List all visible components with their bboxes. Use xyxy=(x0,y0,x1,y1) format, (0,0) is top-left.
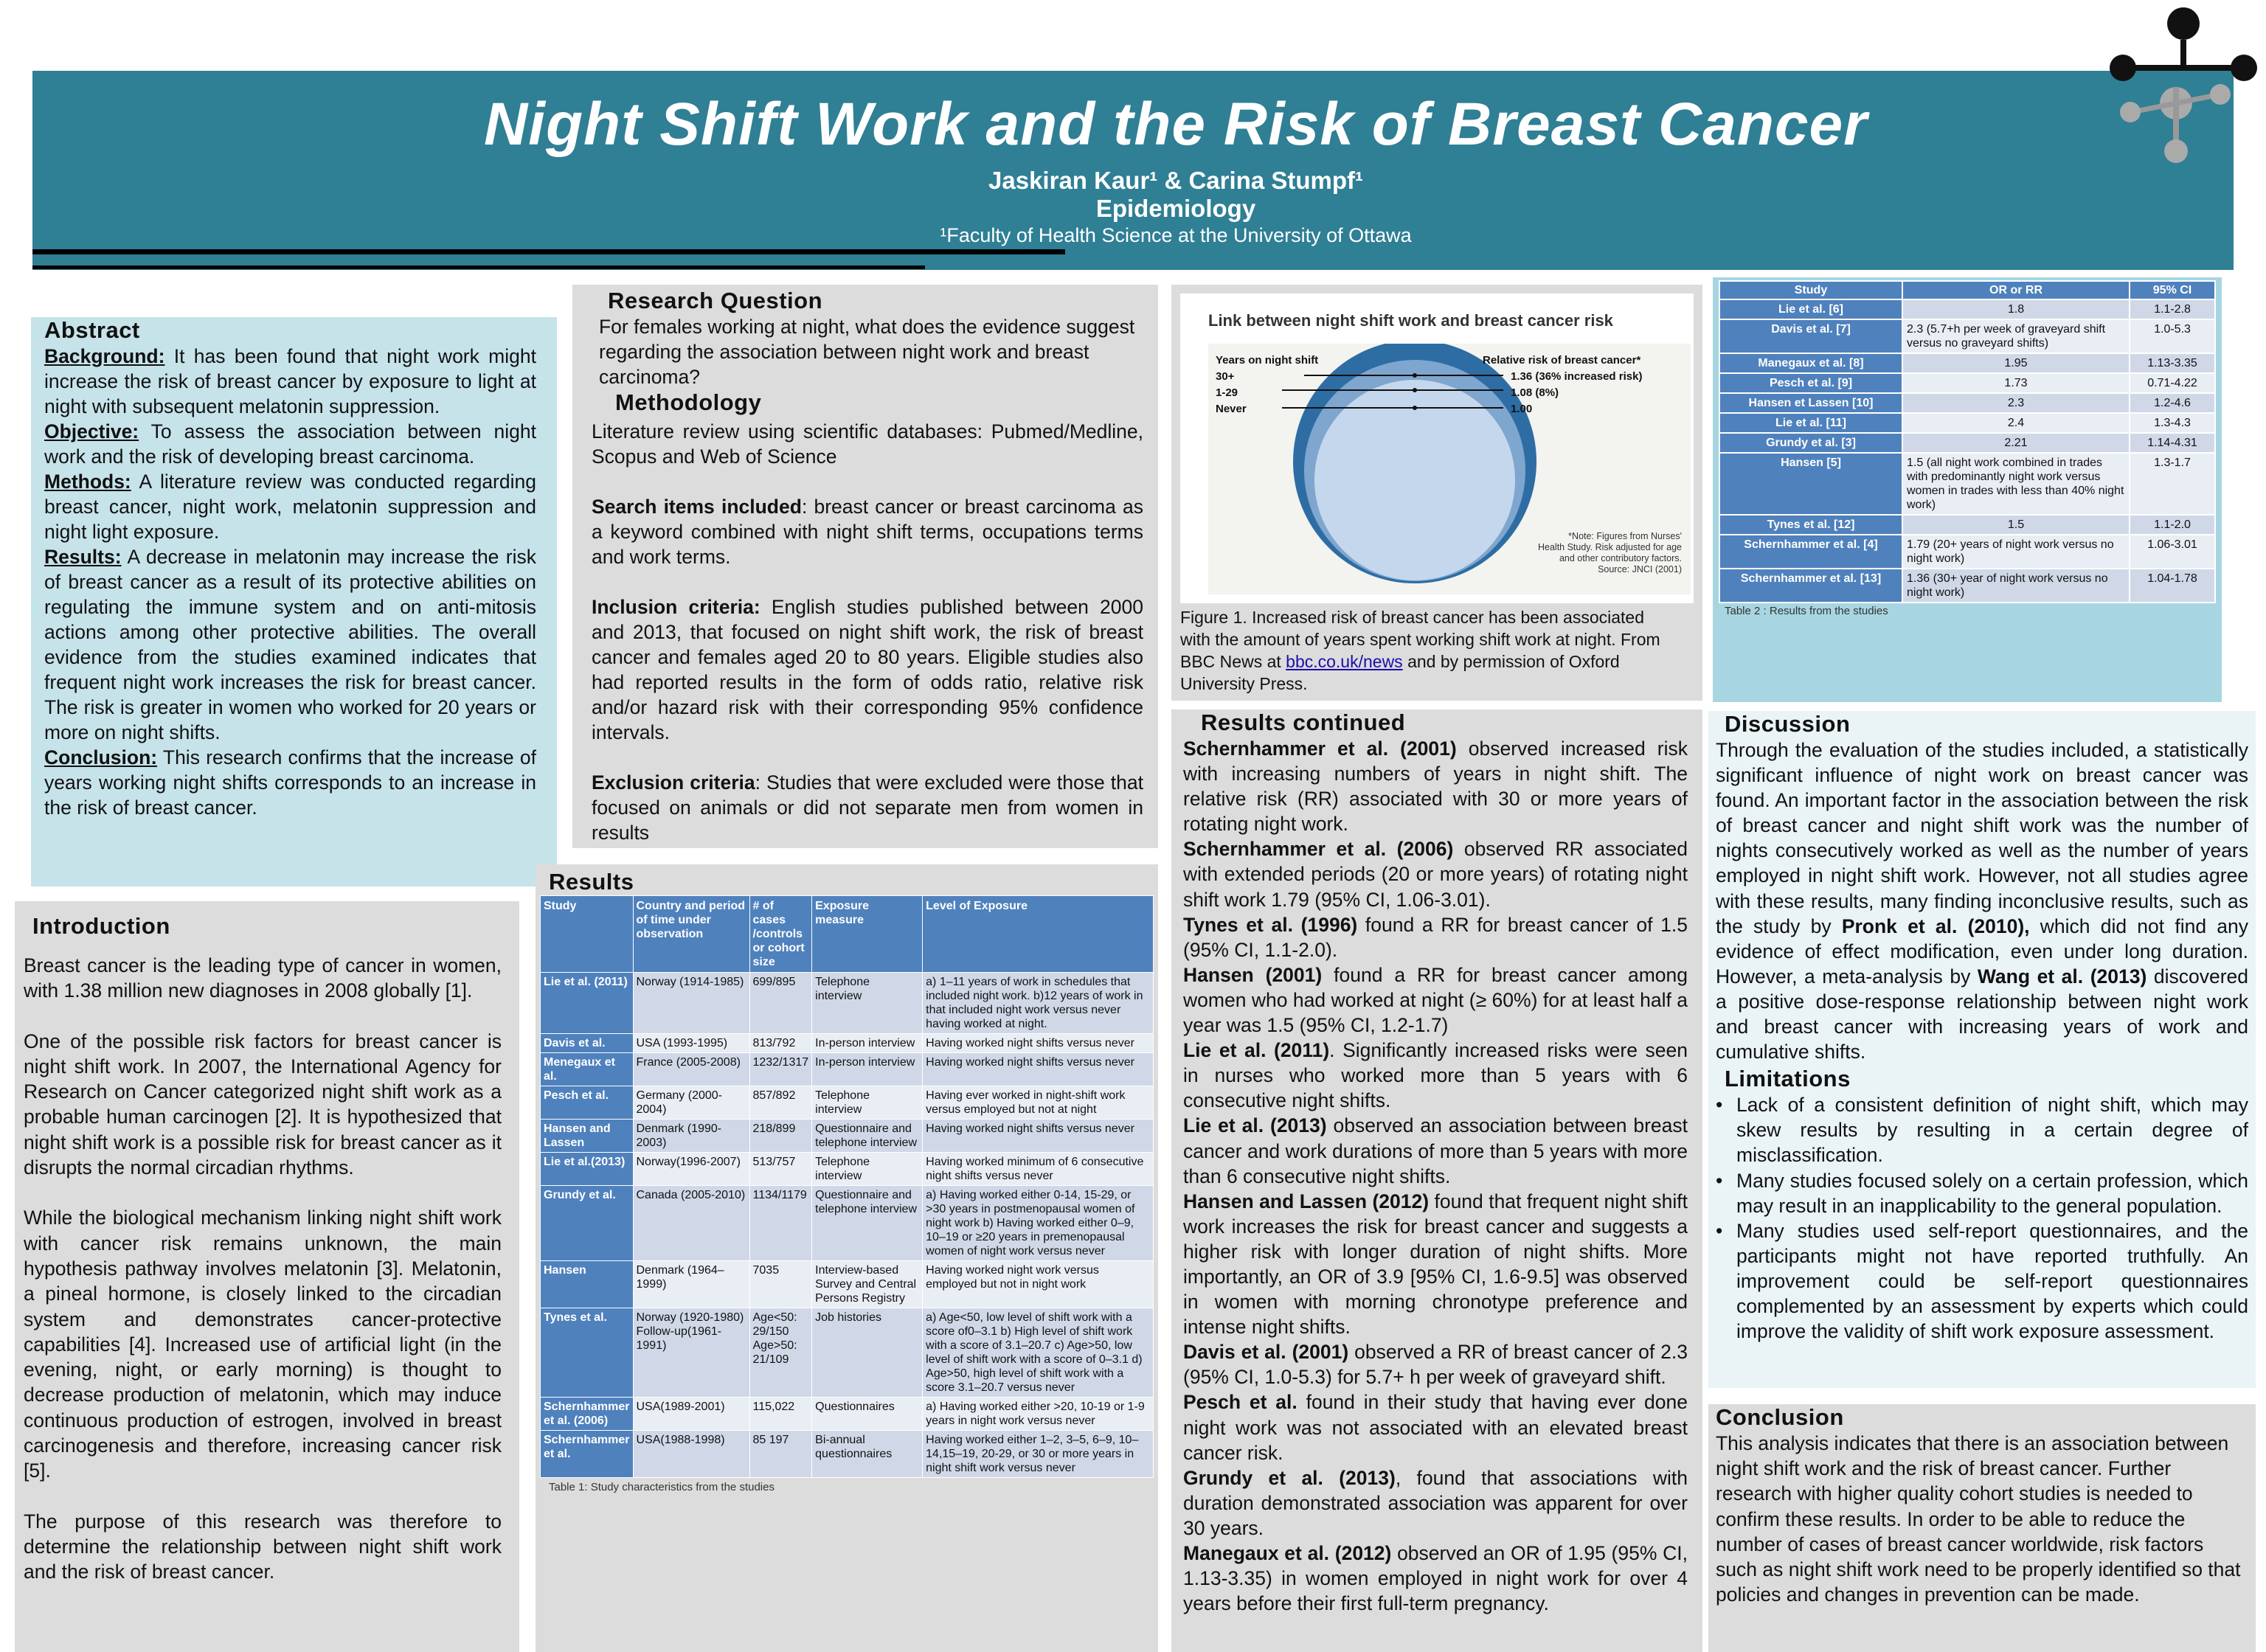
table-cell: France (2005-2008) xyxy=(633,1053,749,1086)
figure-risk-never: 1.00 xyxy=(1511,403,1533,415)
study-name-cell: Pesch et al. xyxy=(541,1086,634,1120)
study-name-cell: Hansen et Lassen [10] xyxy=(1719,393,1902,413)
abstract-background-text: It has been found that night work might increase the risk of breast cancer by exposure to light at night with subsequent melatonin suppression. xyxy=(44,345,536,417)
discussion-heading: Discussion xyxy=(1725,711,1851,737)
table-cell: Denmark (1990-2003) xyxy=(633,1120,749,1153)
table-row xyxy=(541,1398,1154,1431)
table-cell: 1.1-2.0 xyxy=(2130,515,2215,535)
study-citation: Davis et al. (2001) xyxy=(1183,1341,1349,1364)
study-name-cell: Schernhammer et al. xyxy=(541,1431,634,1478)
study-name-cell: Lie et al.(2013) xyxy=(541,1153,634,1186)
figure-panel xyxy=(1171,285,1702,701)
header-divider xyxy=(32,249,1065,254)
table-row xyxy=(541,1261,1154,1308)
results-column-header: Exposure measure xyxy=(812,896,923,973)
figure-risk-30: 1.36 (36% increased risk) xyxy=(1511,370,1643,383)
table-row xyxy=(1719,569,2215,603)
abstract-heading: Abstract xyxy=(44,317,140,343)
abstract-objective-label: Objective: xyxy=(44,420,139,442)
study-finding: found in their study that having ever done night work was not associated with an elevated breast cancer risk. xyxy=(1183,1391,1688,1464)
table-cell: 1.8 xyxy=(1902,299,2130,319)
methodology-exclusion-text: : Studies that were excluded were those that focused on animals or did not separate men from women in results xyxy=(592,771,1143,844)
study-citation: Schernhammer et al. (2006) xyxy=(1183,838,1454,861)
figure-caption xyxy=(1180,606,1667,695)
table-cell: 699/895 xyxy=(749,973,812,1034)
table-cell: 1.36 (30+ year of night work versus no night work) xyxy=(1902,569,2130,603)
study-citation: Pesch et al. xyxy=(1183,1391,1297,1414)
study-name-cell: Pesch et al. [9] xyxy=(1719,373,1902,393)
figure-caption-text: Figure 1. Increased risk of breast cancer has been associated with the amount of years spent working shift work at night. From BBC News at xyxy=(1180,608,1660,671)
research-question-heading: Research Question xyxy=(608,288,823,313)
figure-note-line-1: *Note: Figures from Nurses' xyxy=(1568,531,1682,541)
figure-risk-list xyxy=(1511,369,1642,417)
table-cell: Having worked night shifts versus never xyxy=(923,1053,1154,1086)
methodology-inclusion-text: English studies published between 2000 and 2013, that focused on night shift work, the risk of breast cancer and females aged 20 to 80 years. Eligible studies also had reported results in the form of odds ratio, relative risk and/or hazard risk with their corresponding 95% confidence intervals. xyxy=(592,596,1144,743)
methods-panel xyxy=(572,285,1158,848)
study-name-cell: Tynes et al. xyxy=(541,1308,634,1398)
table-cell: 1.1-2.8 xyxy=(2130,299,2215,319)
table-cell: 1134/1179 xyxy=(749,1186,812,1261)
table-row xyxy=(1719,535,2215,569)
table-cell: Telephone interview xyxy=(812,973,923,1034)
results-column-header: # of cases /controls or cohort size xyxy=(749,896,812,973)
table-cell: Bi-annual questionnaires xyxy=(812,1431,923,1478)
discussion-pronk: Pronk et al. (2010), xyxy=(1841,914,2030,937)
table-cell: 1.14-4.31 xyxy=(2130,433,2215,453)
table-cell: a) Having worked either 0-14, 15-29, or >30 years in postmenopausal women of night work b) Having worked either 0–9, 10–19 or ≥20 years in premenopausal women of night work versus never xyxy=(923,1186,1154,1261)
study-name-cell: Schernhammer et al. (2006) xyxy=(541,1398,634,1431)
study-finding: , found that associations with duration demonstrated association was apparent for over 30 years. xyxy=(1183,1466,1688,1539)
figure-years-30: 30+ xyxy=(1216,370,1235,383)
table-row xyxy=(1719,393,2215,413)
limitation-item: • Many studies used self-report questionnaires, and the participants might not have reported truthfully. An improvement could be self-report questionnaires complemented by an assessment by experts which could improve the validity of shift work exposure assessment. xyxy=(1716,1218,2248,1344)
study-citation: Schernhammer et al. (2001) xyxy=(1183,738,1457,760)
table-cell: 7035 xyxy=(749,1261,812,1308)
table-row xyxy=(541,1120,1154,1153)
abstract-conclusion-text: This research confirms that the increase of years working night shifts corresponds to an increase in the risk of breast cancer. xyxy=(44,746,536,819)
table-row xyxy=(541,973,1154,1034)
study-finding: observed an association between breast cancer and work durations of more than 5 years with more than 6 consecutive night shifts. xyxy=(1183,1114,1688,1187)
table-cell: 1.73 xyxy=(1902,373,2130,393)
table-cell: Age<50: 29/150 Age>50: 21/109 xyxy=(749,1308,812,1398)
summary-column-header: OR or RR xyxy=(1902,281,2130,299)
study-finding: observed RR associated with extended periods (20 or more years) of rotating night shift work 1.79 (95% CI, 1.06-3.01). xyxy=(1183,838,1688,911)
bbc-news-link[interactable]: bbc.co.uk/news xyxy=(1286,652,1403,671)
results-continued-item xyxy=(1183,1465,1688,1541)
results-continued-item xyxy=(1183,1113,1688,1188)
results-summary-table xyxy=(1719,280,2216,603)
table-cell: 513/757 xyxy=(749,1153,812,1186)
table-cell: 1232/1317 xyxy=(749,1053,812,1086)
study-finding: observed an OR of 1.95 (95% CI, 1.13-3.35) in women employed in night work for over 4 years before their first full-term pregnancy. xyxy=(1183,1542,1688,1615)
study-citation: Lie et al. (2011) xyxy=(1183,1039,1330,1062)
table-row xyxy=(1719,413,2215,433)
methodology-inclusion-label: Inclusion criteria: xyxy=(592,596,760,618)
summary-column-header: 95% CI xyxy=(2130,281,2215,299)
results-continued-item xyxy=(1183,1038,1688,1113)
conclusion-heading: Conclusion xyxy=(1716,1404,1844,1430)
methodology-search-text: : breast cancer or breast carcinoma as a keyword combined with night shift terms, occupations terms and work terms. xyxy=(592,496,1144,568)
table-cell: Job histories xyxy=(812,1308,923,1398)
figure-risk-1-29: 1.08 (8%) xyxy=(1511,386,1559,399)
methodology-databases: Literature review using scientific databases: Pubmed/Medline, Scopus and Web of Science xyxy=(592,420,1143,468)
abstract-background-label: Background: xyxy=(44,345,165,367)
results-column-header: Study xyxy=(541,896,634,973)
table-cell: USA(1988-1998) xyxy=(633,1431,749,1478)
table-cell: 1.06-3.01 xyxy=(2130,535,2215,569)
abstract-body xyxy=(44,344,536,820)
research-question-text: For females working at night, what does the evidence suggest regarding the association between night work and breast carcinoma? xyxy=(599,316,1135,388)
results-continued-item xyxy=(1183,1339,1688,1389)
study-name-cell: Menegaux et al. xyxy=(541,1053,634,1086)
study-name-cell: Hansen [5] xyxy=(1719,453,1902,515)
table-cell: 1.2-4.6 xyxy=(2130,393,2215,413)
header-divider-2 xyxy=(32,266,925,269)
table-row xyxy=(1719,299,2215,319)
abstract-conclusion-label: Conclusion: xyxy=(44,746,158,768)
table-cell: 857/892 xyxy=(749,1086,812,1120)
figure-image xyxy=(1180,294,1694,603)
study-name-cell: Grundy et al. xyxy=(541,1186,634,1261)
study-citation: Grundy et al. (2013) xyxy=(1183,1466,1396,1489)
study-finding: . Significantly increased risks were seen in nurses who worked more than 5 years with 6 consecutive night shifts. xyxy=(1183,1039,1688,1112)
table-cell: Having worked either 1–2, 3–5, 6–9, 10–14,15–19, 20-29, or 30 or more years in night shift work versus never xyxy=(923,1431,1154,1478)
study-name-cell: Grundy et al. [3] xyxy=(1719,433,1902,453)
study-finding: found a RR for breast cancer among women who had worked at night (≥ 60%) for at least half a year was 1.5 (95% CI, 1.2-1.7) xyxy=(1183,963,1688,1037)
discussion-wang: Wang et al. (2013) xyxy=(1977,965,2147,988)
results-continued-item xyxy=(1183,1389,1688,1465)
figure-note-line-2: Health Study. Risk adjusted for age xyxy=(1537,542,1682,552)
discussion-body xyxy=(1716,738,2248,1064)
figure-years-list xyxy=(1216,369,1247,417)
table-cell: USA (1993-1995) xyxy=(633,1034,749,1053)
table-1-caption: Table 1: Study characteristics from the studies xyxy=(549,1481,775,1493)
table-cell: 2.21 xyxy=(1902,433,2130,453)
table-cell: a) Age<50, low level of shift work with a score of0–3.1 b) High level of shift work with a score of 3.1–20.7 c) Age>50, low level of shift work with a score of 0–3.1 d) Age>50, high level of shift work with a score 3.1–20.7 versus never xyxy=(923,1308,1154,1398)
table-row xyxy=(541,1186,1154,1261)
discussion-text-3: discovered a positive dose-response relationship between night work and breast cancer with increasing years of work and cumulative shifts. xyxy=(1716,965,2248,1063)
table-cell: 1.0-5.3 xyxy=(2130,319,2215,353)
department: Epidemiology xyxy=(1095,195,1256,222)
study-name-cell: Lie et al. [11] xyxy=(1719,413,1902,433)
table-row xyxy=(1719,373,2215,393)
results-continued-body xyxy=(1183,736,1688,1616)
table-cell: 1.5 (all night work combined in trades with predominantly night work versus women in trades with less than 40% night work) xyxy=(1902,453,2130,515)
table-cell: In-person interview xyxy=(812,1053,923,1086)
table-cell: 1.79 (20+ years of night work versus no night work) xyxy=(1902,535,2130,569)
figure-note-line-4: Source: JNCI (2001) xyxy=(1598,564,1682,575)
table-cell: a) Having worked either >20, 10-19 or 1-9 years in night work versus never xyxy=(923,1398,1154,1431)
table-row xyxy=(1719,453,2215,515)
results-continued-panel xyxy=(1171,709,1702,1652)
table-cell: 1.3-4.3 xyxy=(2130,413,2215,433)
poster-title: Night Shift Work and the Risk of Breast Cancer xyxy=(483,91,1868,158)
table-cell: 1.04-1.78 xyxy=(2130,569,2215,603)
affiliation: ¹Faculty of Health Science at the University of Ottawa xyxy=(940,224,1412,246)
discussion-text-2: which did not find any evidence of effect modification, even under long duration. However, a meta-analysis by xyxy=(1716,914,2249,988)
table-cell: 2.3 (5.7+h per week of graveyard shift versus no graveyard shifts) xyxy=(1902,319,2130,353)
results-continued-item xyxy=(1183,736,1688,836)
table-cell: a) 1–11 years of work in schedules that included night work. b)12 years of work in that included night work versus never having worked at night. xyxy=(923,973,1154,1034)
results-column-header: Level of Exposure xyxy=(923,896,1154,973)
table-row xyxy=(541,1431,1154,1478)
results-continued-heading: Results continued xyxy=(1201,709,1406,735)
limitation-item: • Many studies focused solely on a certain profession, which may result in an inapplicability to the general population. xyxy=(1716,1168,2248,1218)
figure-note-line-3: and other contributory factors. xyxy=(1559,553,1682,563)
study-name-cell: Lie et al. [6] xyxy=(1719,299,1902,319)
table-cell: Germany (2000-2004) xyxy=(633,1086,749,1120)
table-cell: Canada (2005-2010) xyxy=(633,1186,749,1261)
results-continued-item xyxy=(1183,1541,1688,1616)
table-row xyxy=(1719,515,2215,535)
study-name-cell: Lie et al. (2011) xyxy=(541,973,634,1034)
methodology-search-label: Search items included xyxy=(592,496,802,518)
table-cell: Having ever worked in night-shift work versus employed but not at night xyxy=(923,1086,1154,1120)
study-citation: Hansen (2001) xyxy=(1183,963,1323,986)
limitation-item: • Lack of a consistent definition of night shift, which may skew results by resulting in a certain degree of misclassification. xyxy=(1716,1092,2248,1167)
table-cell: 1.13-3.35 xyxy=(2130,353,2215,373)
figure-title: Link between night shift work and breast cancer risk xyxy=(1208,311,1613,330)
introduction-heading: Introduction xyxy=(32,913,170,939)
table-row xyxy=(541,1308,1154,1398)
conclusion-text: This analysis indicates that there is an association between night shift work and the risk of breast cancer. Further research with higher quality cohort studies is needed to confirm these results. In order to be able to reduce the number of cases of breast cancer worldwide, risk factors such as night shift work need to be properly identified so that policies and changes in prevention can be made. xyxy=(1716,1432,2241,1606)
figure-right-label: Relative risk of breast cancer* xyxy=(1483,354,1641,367)
table-cell: 0.71-4.22 xyxy=(2130,373,2215,393)
table-cell: Norway (1920-1980) Follow-up(1961-1991) xyxy=(633,1308,749,1398)
study-name-cell: Manegaux et al. [8] xyxy=(1719,353,1902,373)
table-cell: 813/792 xyxy=(749,1034,812,1053)
table-cell: 115,022 xyxy=(749,1398,812,1431)
introduction-paragraph-1: Breast cancer is the leading type of cancer in women, with 1.38 million new diagnoses in 2008 globally [1]. xyxy=(24,954,502,1002)
table-cell: In-person interview xyxy=(812,1034,923,1053)
study-name-cell: Hansen and Lassen xyxy=(541,1120,634,1153)
study-finding: found that frequent night shift work increases the risk for breast cancer and suggests a higher risk with longer duration of night shifts. More importantly, an OR of 3.9 [95% CI, 1.6-9.5] was observed in women with morning chronotype preference and intense night shifts. xyxy=(1183,1190,1688,1339)
study-name-cell: Schernhammer et al. [13] xyxy=(1719,569,1902,603)
results-heading: Results xyxy=(549,869,634,895)
summary-table-panel xyxy=(1713,277,2222,702)
table-cell: 1.3-1.7 xyxy=(2130,453,2215,515)
discussion-text-1: Through the evaluation of the studies included, a statistically significant influence of night work on breast cancer was found. An important factor in the association between the risk of breast cancer and night shift work was the number of nights consecutively worked as well as the number of years employed in night shift work. However, not all studies agree with these results, many finding inconclusive results, such as the study by xyxy=(1716,739,2248,937)
figure-years-1-29: 1-29 xyxy=(1216,386,1238,399)
table-cell: 218/899 xyxy=(749,1120,812,1153)
study-citation: Hansen and Lassen (2012) xyxy=(1183,1190,1430,1212)
table-cell: Having worked minimum of 6 consecutive night shifts versus never xyxy=(923,1153,1154,1186)
limitations-heading: Limitations xyxy=(1725,1066,1851,1092)
figure-years-never: Never xyxy=(1216,403,1247,415)
table-cell: Having worked night shifts versus never xyxy=(923,1120,1154,1153)
figure-note xyxy=(1490,531,1682,575)
abstract-objective-text: To assess the association between night work and the risk of developing breast carcinoma. xyxy=(44,420,536,468)
table-cell: Having worked night work versus employed but not in night work xyxy=(923,1261,1154,1308)
abstract-panel xyxy=(31,317,557,886)
introduction-paragraph-2: One of the possible risk factors for breast cancer is night shift work. In 2007, the International Agency for Research on Cancer categorized night shift work as a probable human carcinogen [2]. It is hypothesized that night shift work is a possible risk for breast cancer as it disrupts the normal circadian rhythms. xyxy=(24,1030,502,1179)
table-row xyxy=(1719,353,2215,373)
table-cell: Interview-based Survey and Central Persons Registry xyxy=(812,1261,923,1308)
table-cell: Norway(1996-2007) xyxy=(633,1153,749,1186)
table-2-caption: Table 2 : Results from the studies xyxy=(1725,605,1888,617)
results-continued-item xyxy=(1183,836,1688,912)
table-cell: Norway (1914-1985) xyxy=(633,973,749,1034)
abstract-methods-label: Methods: xyxy=(44,471,131,493)
abstract-methods-text: A literature review was conducted regarding breast cancer, night work, melatonin suppression and night light exposure. xyxy=(44,471,536,543)
methodology-exclusion-label: Exclusion criteria xyxy=(592,771,755,794)
methodology-heading: Methodology xyxy=(615,389,762,415)
figure-left-label: Years on night shift xyxy=(1216,354,1319,367)
results-column-header: Country and period of time under observation xyxy=(633,896,749,973)
table-cell: Telephone interview xyxy=(812,1153,923,1186)
results-continued-item xyxy=(1183,912,1688,962)
table-cell: 85 197 xyxy=(749,1431,812,1478)
study-citation: Tynes et al. (1996) xyxy=(1183,913,1358,936)
study-name-cell: Davis et al. xyxy=(541,1034,634,1053)
study-name-cell: Tynes et al. [12] xyxy=(1719,515,1902,535)
study-name-cell: Hansen xyxy=(541,1261,634,1308)
introduction-paragraph-3: While the biological mechanism linking night shift work with cancer risk remains unknown, the main hypothesis pathway involves melatonin [3]. Melatonin, a pineal hormone, is closely linked to the circadian system and demonstrates cancer-protective capabilities [4]. Increased use of artificial light (in the evening, night, or early morning) is thought to decrease production of melatonin, which may induce continuous production of estrogen, involved in breast carcinogenesis and therefore, increasing cancer risk [5]. xyxy=(24,1207,502,1482)
table-cell: 2.4 xyxy=(1902,413,2130,433)
study-characteristics-table xyxy=(540,895,1154,1478)
table-cell: Having worked night shifts versus never xyxy=(923,1034,1154,1053)
table-cell: Questionnaire and telephone interview xyxy=(812,1186,923,1261)
table-cell: 1.95 xyxy=(1902,353,2130,373)
results-continued-item xyxy=(1183,962,1688,1038)
limitations-list xyxy=(1716,1092,2248,1344)
introduction-panel xyxy=(15,901,519,1652)
study-citation: Lie et al. (2013) xyxy=(1183,1114,1327,1137)
table-cell: Telephone interview xyxy=(812,1086,923,1120)
table-row xyxy=(1719,319,2215,353)
study-name-cell: Davis et al. [7] xyxy=(1719,319,1902,353)
table-cell: 1.5 xyxy=(1902,515,2130,535)
table-cell: Questionnaire and telephone interview xyxy=(812,1120,923,1153)
study-finding: observed increased risk with increasing numbers of years in night shift. The relative risk (RR) associated with 30 or more years of rotating night work. xyxy=(1183,738,1688,836)
table-row xyxy=(541,1086,1154,1120)
abstract-results-text: A decrease in melatonin may increase the risk of breast cancer as a result of its protective abilities on regulating the immune system and on anti-mitosis actions among other protective abilities. The overall evidence from the studies examined indicates that frequent night work increases the risk for breast cancer. The risk is greater in women who worked for 20 years or more on night shifts. xyxy=(44,546,536,743)
study-name-cell: Schernhammer et al. [4] xyxy=(1719,535,1902,569)
study-finding: found a RR for breast cancer of 1.5 (95% CI, 1.1-2.0). xyxy=(1183,913,1688,961)
study-finding: observed a RR of breast cancer of 2.3 (95% CI, 1.0-5.3) for 5.7+ h per week of graveyard shift. xyxy=(1183,1341,1688,1389)
results-continued-item xyxy=(1183,1189,1688,1340)
study-citation: Manegaux et al. (2012) xyxy=(1183,1542,1392,1564)
table-cell: Denmark (1964–1999) xyxy=(633,1261,749,1308)
authors: Jaskiran Kaur¹ & Carina Stumpf¹ xyxy=(988,167,1363,194)
introduction-paragraph-4: The purpose of this research was therefore to determine the relationship between night shift work and the risk of breast cancer. xyxy=(24,1510,502,1583)
table-row xyxy=(541,1034,1154,1053)
discussion-panel xyxy=(1708,711,2256,1388)
abstract-results-label: Results: xyxy=(44,546,122,568)
header-banner xyxy=(32,71,2234,270)
figure-caption-text-2: and by permission of Oxford University Press. xyxy=(1180,652,1620,693)
table-row xyxy=(541,1153,1154,1186)
table-cell: USA(1989-2001) xyxy=(633,1398,749,1431)
results-panel xyxy=(536,864,1158,1652)
conclusion-panel xyxy=(1708,1404,2256,1652)
molecule-logo-icon xyxy=(2036,0,2257,170)
summary-column-header: Study xyxy=(1719,281,1902,299)
table-cell: Questionnaires xyxy=(812,1398,923,1431)
table-cell: 2.3 xyxy=(1902,393,2130,413)
table-row xyxy=(541,1053,1154,1086)
table-row xyxy=(1719,433,2215,453)
